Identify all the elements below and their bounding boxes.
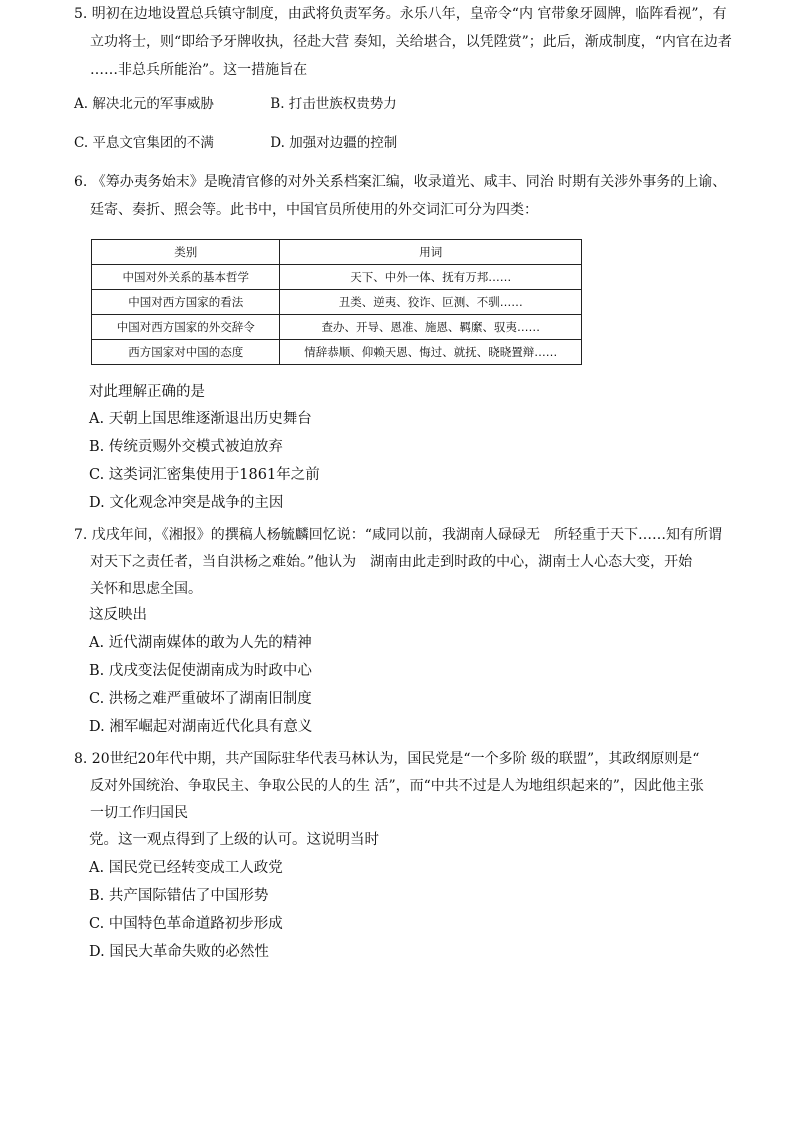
q5-line: ……非总兵所能治”。这一措施旨在: [90, 62, 308, 78]
table-cell: 中国对西方国家的外交辞令: [92, 315, 280, 340]
q5-line: 5. 明初在边地设置总兵镇守制度，由武将负责军务。永乐八年，皇帝令“内 官带象牙圆牌，临阵看视”，有: [74, 6, 727, 22]
q8-option-b[interactable]: B. 共产国际错估了中国形势: [89, 888, 269, 904]
q6-line: 廷寄、奏折、照会等。此书中，中国官员所使用的外交词汇可分为四类：: [90, 202, 538, 218]
q6-option-c[interactable]: C. 这类词汇密集使用于1861年之前: [89, 467, 320, 483]
table-row: [92, 265, 582, 290]
q5-line: 立功将士，则“即给予牙牌收执，径赴大营 奏知，关给堪合，以凭陞赏”；此后，渐成制度，“内官在边者: [90, 34, 732, 50]
q7-option-b[interactable]: B. 戊戌变法促使湖南成为时政中心: [89, 663, 312, 679]
table-row: [92, 340, 582, 365]
table-cell: 天下、中外一体、抚有万邦……: [280, 265, 582, 290]
q5-option-d[interactable]: D. 加强对边疆的控制: [270, 135, 398, 151]
q8-option-d[interactable]: D. 国民大革命失败的必然性: [89, 944, 269, 960]
q7-line: 对天下之责任者，当自洪杨之难始。”他认为 湖南由此走到时政的中心，湖南士人心态大变，开始: [90, 554, 693, 570]
question-8-stem: [74, 746, 782, 827]
q8-option-c[interactable]: C. 中国特色革命道路初步形成: [89, 916, 283, 932]
question-5-stem: [74, 0, 782, 84]
q8-line: 一切工作归国民: [90, 805, 188, 821]
table-cell: 情辞恭顺、仰赖天恩、悔过、就抚、晓晓置辩……: [280, 340, 582, 365]
q7-option-a[interactable]: A. 近代湖南媒体的敢为人先的精神: [89, 635, 312, 651]
q7-question-prompt: 这反映出: [89, 607, 147, 623]
q5-option-c[interactable]: C. 平息文官集团的不满: [74, 135, 214, 151]
table-row: [92, 290, 582, 315]
q5-option-a[interactable]: A. 解决北元的军事威胁: [74, 96, 214, 112]
q7-line: 关怀和思虑全国。: [90, 581, 202, 597]
q6-line: 6. 《筹办夷务始末》是晚清官修的对外关系档案汇编，收录道光、咸丰、同治 时期有关涉外事务的上谕、: [74, 174, 727, 190]
table-header-row: [92, 240, 582, 265]
table-cell: 丑类、逆夷、狡诈、叵测、不驯……: [280, 290, 582, 315]
q8-option-a[interactable]: A. 国民党已经转变成工人政党: [89, 860, 283, 876]
table-cell: 西方国家对中国的态度: [92, 340, 280, 365]
table-header-terms: 用词: [280, 240, 582, 265]
table-cell: 中国对西方国家的看法: [92, 290, 280, 315]
vocabulary-table: [91, 239, 582, 365]
q5-option-b[interactable]: B. 打击世族权贵势力: [270, 96, 397, 112]
table-cell: 查办、开导、恩准、施恩、羁縻、驭夷……: [280, 315, 582, 340]
question-7-stem: [74, 522, 782, 603]
table-cell: 中国对外关系的基本哲学: [92, 265, 280, 290]
q7-line: 7. 戊戌年间，《湘报》的撰稿人杨毓麟回忆说：“咸同以前，我湖南人碌碌无 所轻重于天下……知有所谓: [74, 527, 722, 543]
q6-question-prompt: 对此理解正确的是: [89, 384, 205, 400]
q8-line: 反对外国统治、争取民主、争取公民的人的生 活”，而“中共不过是人为地组织起来的”，因此他主张: [90, 778, 704, 794]
question-5-options-row-2: [74, 133, 397, 153]
q8-question-prompt: 党。这一观点得到了上级的认可。这说明当时: [89, 832, 379, 848]
question-5-options-row-1: [74, 94, 397, 114]
q7-option-c[interactable]: C. 洪杨之难严重破坏了湖南旧制度: [89, 691, 312, 707]
q8-line: 8. 20世纪20年代中期，共产国际驻华代表马林认为，国民党是“一个多阶 级的联盟”，其政纲原则是“: [74, 751, 700, 767]
q7-option-d[interactable]: D. 湘军崛起对湖南近代化具有意义: [89, 719, 313, 735]
table-header-category: 类别: [92, 240, 280, 265]
q6-option-a[interactable]: A. 天朝上国思维逐渐退出历史舞台: [89, 411, 312, 427]
table-row: [92, 315, 582, 340]
q6-option-d[interactable]: D. 文化观念冲突是战争的主因: [89, 495, 284, 511]
question-6-stem: [74, 168, 782, 224]
q6-option-b[interactable]: B. 传统贡赐外交模式被迫放弃: [89, 439, 283, 455]
